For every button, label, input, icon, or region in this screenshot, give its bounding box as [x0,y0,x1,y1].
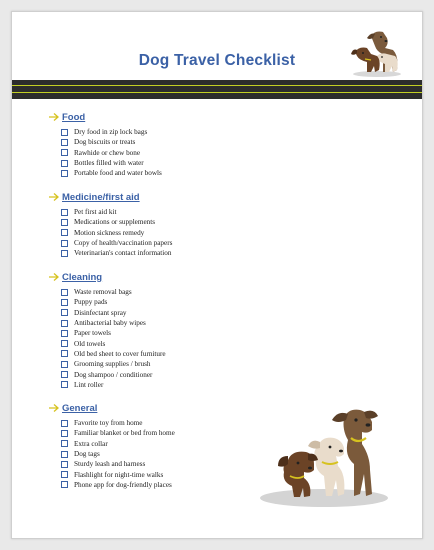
section-title: Cleaning [62,271,103,283]
list-item: Old bed sheet to cover furniture [61,349,166,359]
list-item: Waste removal bags [61,287,166,297]
list-item: Portable food and water bowls [61,168,162,178]
checkbox[interactable] [61,361,68,368]
checkbox[interactable] [61,340,68,347]
checkbox[interactable] [61,289,68,296]
checkbox[interactable] [61,440,68,447]
checkbox[interactable] [61,209,68,216]
list-item: Medications or supplements [61,217,172,227]
list-item: Pet first aid kit [61,207,172,217]
checkbox[interactable] [61,451,68,458]
list-item: Rawhide or chew bone [61,148,162,158]
list-item: Dog tags [61,449,175,459]
list-item: Familiar blanket or bed from home [61,428,175,438]
checkbox[interactable] [61,481,68,488]
checkbox[interactable] [61,139,68,146]
page-title: Dog Travel Checklist [138,52,296,69]
list-item: Motion sickness remedy [61,228,172,238]
list-item: Lint roller [61,380,166,390]
checklist [48,127,162,178]
checkbox[interactable] [61,240,68,247]
checklist [48,287,166,390]
checklist [48,418,175,490]
section-general [48,401,175,490]
section-medicine [48,190,172,258]
list-item: Disinfectant spray [61,308,166,318]
list-item: Antibacterial baby wipes [61,318,166,328]
band-stripe [12,92,422,93]
section-title: General [62,402,98,414]
section-food [48,110,162,178]
checkbox[interactable] [61,371,68,378]
list-item: Puppy pads [61,297,166,307]
list-item: Veterinarian's contact information [61,248,172,258]
checkbox[interactable] [61,381,68,388]
list-item: Phone app for dog-friendly places [61,480,175,490]
checkbox[interactable] [61,149,68,156]
band-stripe [12,85,422,86]
checkbox[interactable] [61,430,68,437]
list-item: Extra collar [61,439,175,449]
list-item: Grooming supplies / brush [61,359,166,369]
section-title: Food [62,111,86,123]
dogs-illustration [248,400,398,508]
checkbox[interactable] [61,420,68,427]
arrow-right-icon [48,272,60,282]
header-band [12,80,422,99]
list-item: Flashlight for night-time walks [61,469,175,479]
list-item: Favorite toy from home [61,418,175,428]
checkbox[interactable] [61,250,68,257]
checkbox[interactable] [61,219,68,226]
list-item: Old towels [61,338,166,348]
list-item: Dry food in zip lock bags [61,127,162,137]
checkbox[interactable] [61,330,68,337]
checkbox[interactable] [61,229,68,236]
checkbox[interactable] [61,320,68,327]
list-item: Dog shampoo / conditioner [61,369,166,379]
checkbox[interactable] [61,350,68,357]
checkbox[interactable] [61,160,68,167]
checkbox[interactable] [61,170,68,177]
list-item: Copy of health/vaccination papers [61,238,172,248]
list-item: Bottles filled with water [61,158,162,168]
arrow-right-icon [48,192,60,202]
checklist-page [11,11,423,539]
arrow-right-icon [48,112,60,122]
checkbox[interactable] [61,461,68,468]
checklist [48,207,172,258]
checkbox[interactable] [61,299,68,306]
section-cleaning [48,270,166,390]
checkbox[interactable] [61,309,68,316]
section-title: Medicine/first aid [62,191,140,203]
checkbox[interactable] [61,471,68,478]
list-item: Dog biscuits or treats [61,137,162,147]
arrow-right-icon [48,403,60,413]
checkbox[interactable] [61,129,68,136]
list-item: Sturdy leash and harness [61,459,175,469]
list-item: Paper towels [61,328,166,338]
